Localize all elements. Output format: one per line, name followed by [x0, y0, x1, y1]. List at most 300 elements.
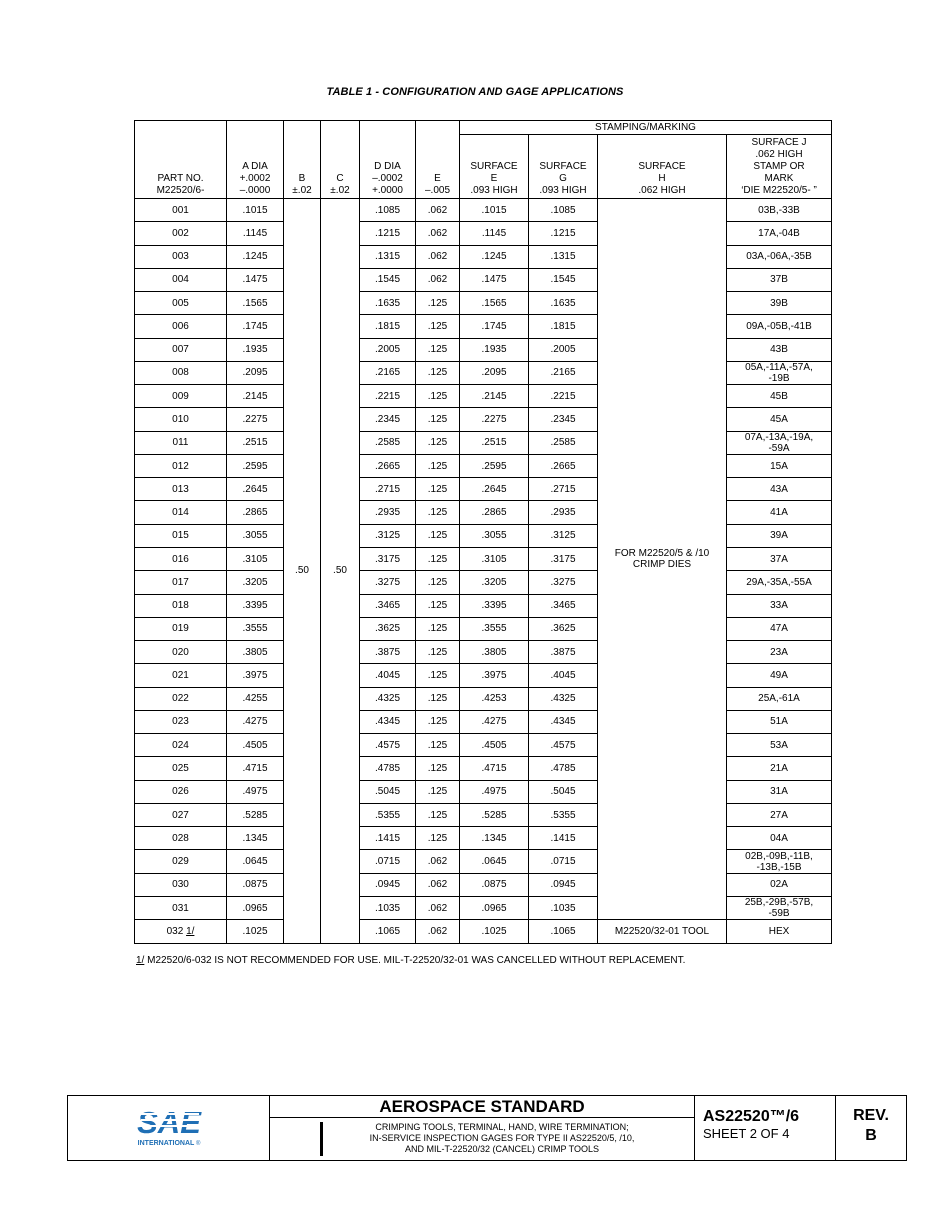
standard-title: AEROSPACE STANDARD — [270, 1096, 694, 1118]
a-dia-cell: .3975 — [227, 664, 284, 687]
table-row — [135, 478, 832, 501]
surface-e-cell: .3205 — [460, 571, 529, 594]
surface-g-cell: .4785 — [529, 757, 598, 780]
a-dia-cell: .4975 — [227, 780, 284, 803]
header-surface-e: SURFACE E .093 HIGH — [460, 135, 529, 199]
table-row — [135, 501, 832, 524]
surface-e-cell: .1025 — [460, 920, 529, 943]
table-row — [135, 664, 832, 687]
table-row — [135, 547, 832, 570]
blank-header-cell — [135, 121, 227, 135]
table-row — [135, 385, 832, 408]
a-dia-cell: .1745 — [227, 315, 284, 338]
surface-e-cell: .3105 — [460, 547, 529, 570]
d-dia-cell: .1065 — [360, 920, 416, 943]
surface-j-cell: 25A,-61A — [727, 687, 832, 710]
surface-e-cell: .0645 — [460, 850, 529, 873]
blank-header-cell — [360, 121, 416, 135]
surface-g-cell: .5045 — [529, 780, 598, 803]
surface-j-cell: 43A — [727, 478, 832, 501]
a-dia-cell: .2515 — [227, 431, 284, 454]
part-no-cell: 002 — [135, 222, 227, 245]
surface-j-cell: 27A — [727, 803, 832, 826]
d-dia-cell: .4045 — [360, 664, 416, 687]
part-no-cell: 001 — [135, 199, 227, 222]
surface-e-cell: .1345 — [460, 827, 529, 850]
surface-e-cell: .2645 — [460, 478, 529, 501]
part-no-cell: 007 — [135, 338, 227, 361]
e-cell: .125 — [416, 361, 460, 384]
surface-j-cell: 07A,-13A,-19A, -59A — [727, 431, 832, 454]
a-dia-cell: .3205 — [227, 571, 284, 594]
surface-g-cell: .1215 — [529, 222, 598, 245]
d-dia-cell: .3125 — [360, 524, 416, 547]
surface-e-cell: .1245 — [460, 245, 529, 268]
table-row — [135, 896, 832, 919]
d-dia-cell: .3625 — [360, 617, 416, 640]
a-dia-cell: .1245 — [227, 245, 284, 268]
document-number-cell — [695, 1096, 836, 1161]
table-row — [135, 827, 832, 850]
surface-g-cell: .1815 — [529, 315, 598, 338]
revision-value: B — [865, 1127, 877, 1144]
surface-e-cell: .4715 — [460, 757, 529, 780]
a-dia-cell: .1345 — [227, 827, 284, 850]
surface-g-cell: .4045 — [529, 664, 598, 687]
surface-e-cell: .2095 — [460, 361, 529, 384]
d-dia-cell: .1085 — [360, 199, 416, 222]
table-row — [135, 734, 832, 757]
d-dia-cell: .3875 — [360, 641, 416, 664]
table-title: TABLE 1 - CONFIGURATION AND GAGE APPLICATIONS — [326, 86, 624, 98]
blank-header-cell — [416, 121, 460, 135]
a-dia-cell: .1565 — [227, 292, 284, 315]
e-cell: .125 — [416, 687, 460, 710]
surface-g-cell: .4325 — [529, 687, 598, 710]
surface-g-cell: .1545 — [529, 268, 598, 291]
footnote — [136, 955, 685, 966]
surface-j-cell: 21A — [727, 757, 832, 780]
e-cell: .125 — [416, 803, 460, 826]
a-dia-cell: .0965 — [227, 896, 284, 919]
surface-j-cell: 39B — [727, 292, 832, 315]
d-dia-cell: .1215 — [360, 222, 416, 245]
e-cell: .125 — [416, 594, 460, 617]
sae-logo-letters: SAE — [136, 1104, 201, 1140]
d-dia-cell: .4785 — [360, 757, 416, 780]
table-row — [135, 641, 832, 664]
surface-e-cell: .3805 — [460, 641, 529, 664]
e-cell: .125 — [416, 431, 460, 454]
stamping-marking-header: STAMPING/MARKING — [460, 121, 832, 135]
e-cell: .125 — [416, 571, 460, 594]
e-cell: .062 — [416, 222, 460, 245]
e-cell: .125 — [416, 710, 460, 733]
d-dia-cell: .1635 — [360, 292, 416, 315]
surface-g-cell: .2165 — [529, 361, 598, 384]
part-no-cell: 011 — [135, 431, 227, 454]
standard-description: CRIMPING TOOLS, TERMINAL, HAND, WIRE TERMINATION; IN-SERVICE INSPECTION GAGES FOR TYPE II AS22520/5, /10, AND MIL-T-22520/32 (CANCEL) CRIMP TOOLS — [369, 1122, 635, 1154]
table-row — [135, 338, 832, 361]
d-dia-cell: .2215 — [360, 385, 416, 408]
part-no-cell: 017 — [135, 571, 227, 594]
d-dia-cell: .1545 — [360, 268, 416, 291]
surface-j-cell: 04A — [727, 827, 832, 850]
standard-cell — [270, 1096, 695, 1161]
surface-e-cell: .1745 — [460, 315, 529, 338]
surface-j-cell: 25B,-29B,-57B, -59B — [727, 896, 832, 919]
d-dia-cell: .1815 — [360, 315, 416, 338]
surface-j-cell: 03B,-33B — [727, 199, 832, 222]
surface-g-cell: .1315 — [529, 245, 598, 268]
part-no-cell: 024 — [135, 734, 227, 757]
table-row — [135, 757, 832, 780]
surface-e-cell: .2145 — [460, 385, 529, 408]
a-dia-cell: .1015 — [227, 199, 284, 222]
revision-bar — [320, 1122, 323, 1156]
e-cell: .125 — [416, 757, 460, 780]
surface-g-cell: .2215 — [529, 385, 598, 408]
sheet-number: SHEET 2 OF 4 — [703, 1126, 790, 1141]
revision — [836, 1096, 906, 1146]
table-row — [135, 780, 832, 803]
surface-j-cell: 47A — [727, 617, 832, 640]
e-cell: .125 — [416, 338, 460, 361]
surface-j-cell: 17A,-04B — [727, 222, 832, 245]
table-row — [135, 920, 832, 943]
e-cell: .125 — [416, 547, 460, 570]
surface-g-cell: .2585 — [529, 431, 598, 454]
e-cell: .125 — [416, 734, 460, 757]
a-dia-cell: .2095 — [227, 361, 284, 384]
surface-e-cell: .1475 — [460, 268, 529, 291]
d-dia-cell: .4325 — [360, 687, 416, 710]
part-no-cell: 026 — [135, 780, 227, 803]
e-cell: .125 — [416, 827, 460, 850]
d-dia-cell: .4345 — [360, 710, 416, 733]
surface-e-cell: .4505 — [460, 734, 529, 757]
table-row — [135, 361, 832, 384]
part-no-cell: 008 — [135, 361, 227, 384]
e-cell: .125 — [416, 780, 460, 803]
surface-e-cell: .3395 — [460, 594, 529, 617]
header-surface-g: SURFACE G .093 HIGH — [529, 135, 598, 199]
table-row — [135, 803, 832, 826]
surface-j-cell: 37A — [727, 547, 832, 570]
d-dia-cell: .2165 — [360, 361, 416, 384]
surface-g-cell: .3625 — [529, 617, 598, 640]
surface-e-cell: .3975 — [460, 664, 529, 687]
surface-e-cell: .1935 — [460, 338, 529, 361]
part-no-cell: 010 — [135, 408, 227, 431]
surface-g-cell: .1065 — [529, 920, 598, 943]
a-dia-cell: .3555 — [227, 617, 284, 640]
part-no-cell: 019 — [135, 617, 227, 640]
e-cell: .125 — [416, 524, 460, 547]
surface-g-cell: .2005 — [529, 338, 598, 361]
table-row — [135, 315, 832, 338]
a-dia-cell: .3805 — [227, 641, 284, 664]
blank-header-cell — [321, 121, 360, 135]
sae-logo-subtitle: INTERNATIONAL — [137, 1139, 194, 1147]
surface-j-cell: 49A — [727, 664, 832, 687]
table-row — [135, 268, 832, 291]
part-no-cell: 016 — [135, 547, 227, 570]
surface-e-cell: .3555 — [460, 617, 529, 640]
a-dia-cell: .5285 — [227, 803, 284, 826]
e-cell: .062 — [416, 268, 460, 291]
surface-e-cell: .3055 — [460, 524, 529, 547]
surface-g-cell: .0715 — [529, 850, 598, 873]
table-row — [135, 850, 832, 873]
surface-j-cell: 02A — [727, 873, 832, 896]
e-cell: .062 — [416, 850, 460, 873]
d-dia-cell: .5355 — [360, 803, 416, 826]
document-number: AS22520™/6 — [703, 1108, 800, 1125]
footnote-ref: 1/ — [136, 955, 145, 966]
title-block — [67, 1095, 907, 1161]
d-dia-cell: .4575 — [360, 734, 416, 757]
table-row — [135, 873, 832, 896]
d-dia-cell: .0945 — [360, 873, 416, 896]
table-body — [135, 121, 832, 944]
note-reference: 1/ — [186, 925, 195, 937]
part-no-cell: 005 — [135, 292, 227, 315]
header-b: B ±.02 — [284, 135, 321, 199]
surface-j-cell: 15A — [727, 454, 832, 477]
part-no-cell: 030 — [135, 873, 227, 896]
surface-j-cell: 41A — [727, 501, 832, 524]
e-cell: .125 — [416, 315, 460, 338]
a-dia-cell: .1475 — [227, 268, 284, 291]
d-dia-cell: .2585 — [360, 431, 416, 454]
part-no-cell: 025 — [135, 757, 227, 780]
part-no-cell: 018 — [135, 594, 227, 617]
surface-j-cell: 45B — [727, 385, 832, 408]
e-cell: .125 — [416, 408, 460, 431]
d-dia-cell: .5045 — [360, 780, 416, 803]
surface-j-cell: 53A — [727, 734, 832, 757]
part-no-cell: 021 — [135, 664, 227, 687]
surface-g-cell: .1085 — [529, 199, 598, 222]
d-dia-cell: .1315 — [360, 245, 416, 268]
d-dia-cell: .1035 — [360, 896, 416, 919]
table-row — [135, 454, 832, 477]
a-dia-cell: .0645 — [227, 850, 284, 873]
a-dia-cell: .2865 — [227, 501, 284, 524]
table-row — [135, 199, 832, 222]
surface-g-cell: .3175 — [529, 547, 598, 570]
a-dia-cell: .4275 — [227, 710, 284, 733]
part-no-value: 032 — [166, 925, 184, 937]
header-part-no: PART NO. M22520/6- — [135, 135, 227, 199]
a-dia-cell: .1025 — [227, 920, 284, 943]
table-row — [135, 292, 832, 315]
part-no-cell: 013 — [135, 478, 227, 501]
part-no-cell: 020 — [135, 641, 227, 664]
blank-header-cell — [227, 121, 284, 135]
logo-cell — [68, 1096, 270, 1161]
surface-g-cell: .0945 — [529, 873, 598, 896]
surface-h-cell: M22520/32-01 TOOL — [598, 920, 727, 943]
table-row — [135, 245, 832, 268]
surface-e-cell: .0965 — [460, 896, 529, 919]
a-dia-cell: .2595 — [227, 454, 284, 477]
surface-e-cell: .2595 — [460, 454, 529, 477]
table-row — [135, 594, 832, 617]
part-no-cell: 027 — [135, 803, 227, 826]
column-header-row — [135, 135, 832, 199]
surface-j-cell: 31A — [727, 780, 832, 803]
a-dia-cell: .2275 — [227, 408, 284, 431]
header-c: C ±.02 — [321, 135, 360, 199]
part-no-cell: 009 — [135, 385, 227, 408]
e-cell: .125 — [416, 664, 460, 687]
part-no-cell — [135, 920, 227, 943]
surface-j-cell: 33A — [727, 594, 832, 617]
e-cell: .062 — [416, 920, 460, 943]
sae-logo — [129, 1103, 209, 1149]
surface-g-cell: .3125 — [529, 524, 598, 547]
e-cell: .125 — [416, 454, 460, 477]
part-no-cell: 015 — [135, 524, 227, 547]
a-dia-cell: .4255 — [227, 687, 284, 710]
surface-j-cell: 03A,-06A,-35B — [727, 245, 832, 268]
e-cell: .125 — [416, 501, 460, 524]
blank-header-cell — [284, 121, 321, 135]
part-no-cell: 022 — [135, 687, 227, 710]
surface-e-cell: .1145 — [460, 222, 529, 245]
part-no-cell: 028 — [135, 827, 227, 850]
e-cell: .125 — [416, 617, 460, 640]
part-no-cell: 029 — [135, 850, 227, 873]
d-dia-cell: .3275 — [360, 571, 416, 594]
surface-e-cell: .2275 — [460, 408, 529, 431]
part-no-cell: 014 — [135, 501, 227, 524]
surface-e-cell: .2515 — [460, 431, 529, 454]
table-row — [135, 687, 832, 710]
header-e: E –.005 — [416, 135, 460, 199]
table-row — [135, 524, 832, 547]
surface-e-cell: .5285 — [460, 803, 529, 826]
surface-g-cell: .2665 — [529, 454, 598, 477]
part-no-cell: 003 — [135, 245, 227, 268]
surface-e-cell: .2865 — [460, 501, 529, 524]
surface-j-cell: 02B,-09B,-11B, -13B,-15B — [727, 850, 832, 873]
a-dia-cell: .2645 — [227, 478, 284, 501]
part-no-cell: 031 — [135, 896, 227, 919]
surface-g-cell: .2345 — [529, 408, 598, 431]
surface-g-cell: .4575 — [529, 734, 598, 757]
e-cell: .062 — [416, 199, 460, 222]
header-d-dia: D DIA –.0002 +.0000 — [360, 135, 416, 199]
surface-g-cell: .3875 — [529, 641, 598, 664]
header-a-dia: A DIA +.0002 –.0000 — [227, 135, 284, 199]
e-cell: .062 — [416, 896, 460, 919]
sae-logo-registered: ® — [195, 1140, 200, 1147]
a-dia-cell: .1145 — [227, 222, 284, 245]
surface-g-cell: .3465 — [529, 594, 598, 617]
a-dia-cell: .4715 — [227, 757, 284, 780]
surface-e-cell: .0875 — [460, 873, 529, 896]
surface-g-cell: .2715 — [529, 478, 598, 501]
surface-g-cell: .2935 — [529, 501, 598, 524]
surface-g-cell: .1415 — [529, 827, 598, 850]
surface-j-cell: 05A,-11A,-57A, -19B — [727, 361, 832, 384]
e-cell: .125 — [416, 292, 460, 315]
table-row — [135, 408, 832, 431]
d-dia-cell: .0715 — [360, 850, 416, 873]
part-no-cell: 012 — [135, 454, 227, 477]
d-dia-cell: .2715 — [360, 478, 416, 501]
surface-j-cell: 29A,-35A,-55A — [727, 571, 832, 594]
surface-e-cell: .4975 — [460, 780, 529, 803]
d-dia-cell: .2005 — [360, 338, 416, 361]
part-no-cell: 023 — [135, 710, 227, 733]
table-row — [135, 710, 832, 733]
surface-j-cell: 51A — [727, 710, 832, 733]
configuration-table — [134, 120, 832, 944]
surface-g-cell: .1635 — [529, 292, 598, 315]
table-row — [135, 431, 832, 454]
surface-g-cell: .4345 — [529, 710, 598, 733]
e-cell: .125 — [416, 478, 460, 501]
surface-e-cell: .4275 — [460, 710, 529, 733]
surface-j-cell: 39A — [727, 524, 832, 547]
footnote-text: M22520/6-032 IS NOT RECOMMENDED FOR USE. MIL-T-22520/32-01 WAS CANCELLED WITHOUT REPLACEMENT. — [144, 955, 686, 966]
a-dia-cell: .2145 — [227, 385, 284, 408]
surface-j-cell: 37B — [727, 268, 832, 291]
table-row — [135, 617, 832, 640]
surface-h-merged-cell: FOR M22520/5 & /10 CRIMP DIES — [598, 199, 727, 920]
revision-label: REV. — [853, 1107, 889, 1124]
surface-g-cell: .5355 — [529, 803, 598, 826]
surface-g-cell: .1035 — [529, 896, 598, 919]
revision-cell — [836, 1096, 907, 1161]
header-surface-h: SURFACE H .062 HIGH — [598, 135, 727, 199]
a-dia-cell: .3105 — [227, 547, 284, 570]
surface-j-cell: 09A,-05B,-41B — [727, 315, 832, 338]
surface-j-cell: HEX — [727, 920, 832, 943]
b-value-cell: .50 — [284, 199, 321, 944]
surface-e-cell: .1565 — [460, 292, 529, 315]
table-row — [135, 571, 832, 594]
e-cell: .062 — [416, 245, 460, 268]
d-dia-cell: .2345 — [360, 408, 416, 431]
surface-e-cell: .4253 — [460, 687, 529, 710]
e-cell: .125 — [416, 385, 460, 408]
surface-g-cell: .3275 — [529, 571, 598, 594]
part-no-cell: 004 — [135, 268, 227, 291]
surface-j-cell: 45A — [727, 408, 832, 431]
surface-e-cell: .1015 — [460, 199, 529, 222]
c-value-cell: .50 — [321, 199, 360, 944]
a-dia-cell: .0875 — [227, 873, 284, 896]
surface-j-cell: 23A — [727, 641, 832, 664]
a-dia-cell: .3055 — [227, 524, 284, 547]
d-dia-cell: .1415 — [360, 827, 416, 850]
e-cell: .062 — [416, 873, 460, 896]
surface-j-cell: 43B — [727, 338, 832, 361]
table-row — [135, 222, 832, 245]
e-cell: .125 — [416, 641, 460, 664]
d-dia-cell: .3175 — [360, 547, 416, 570]
d-dia-cell: .3465 — [360, 594, 416, 617]
a-dia-cell: .3395 — [227, 594, 284, 617]
a-dia-cell: .1935 — [227, 338, 284, 361]
d-dia-cell: .2665 — [360, 454, 416, 477]
a-dia-cell: .4505 — [227, 734, 284, 757]
